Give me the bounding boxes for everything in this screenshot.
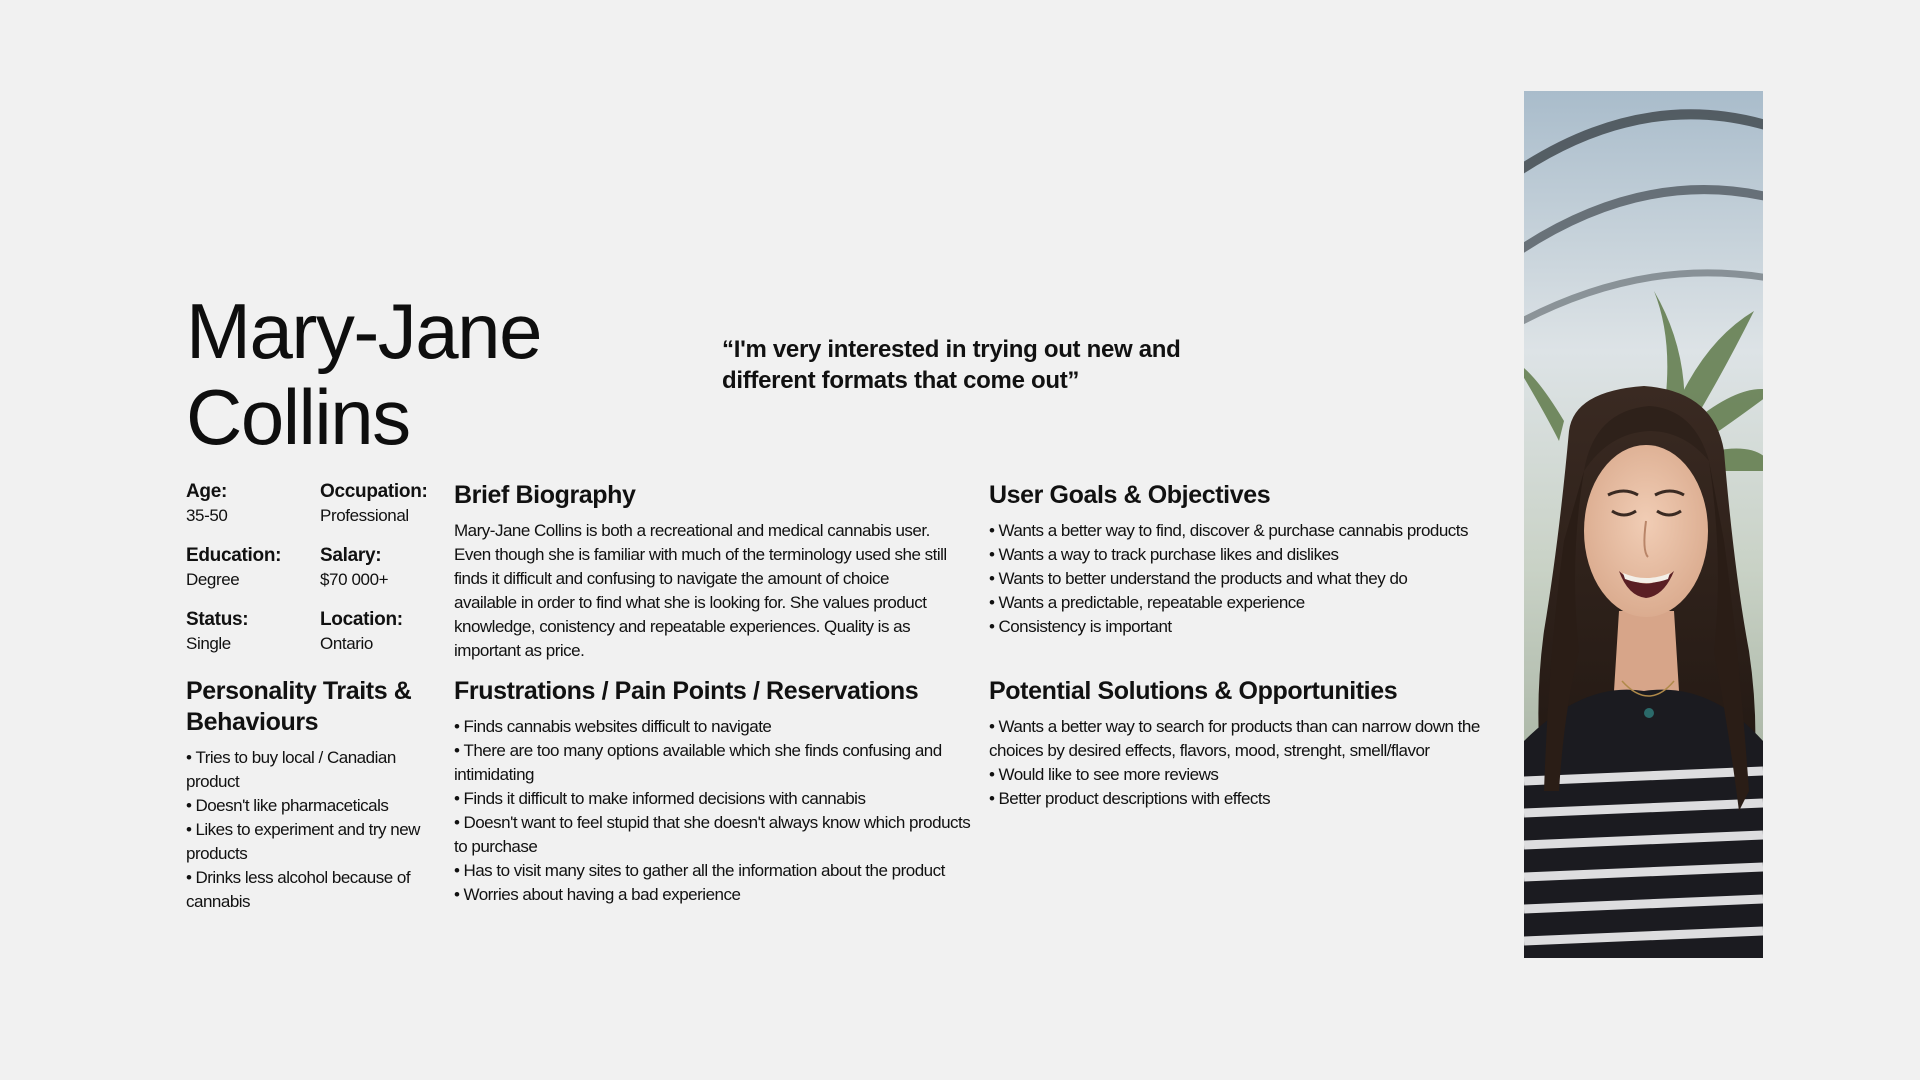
persona-photo-illustration [1524,91,1763,958]
fact-value: Single [186,634,231,653]
demographics-grid [186,480,446,656]
fact-location [320,608,446,656]
bullet-list [989,715,1509,811]
list-item: • Finds it difficult to make informed decisions with cannabis [454,789,866,808]
biography-section [454,480,954,663]
list-item: • Doesn't want to feel stupid that she doesn't always know which products to purchase [454,813,971,856]
list-item: • Would like to see more reviews [989,765,1219,784]
bullet-list [989,519,1509,639]
fact-education [186,544,320,592]
bullet-list [454,715,974,907]
list-item: • Wants a better way to search for products than can narrow down the choices by desired effects, flavors, mood, strenght, smell/flavor [989,717,1480,760]
personality-section [186,676,431,914]
list-item: • Consistency is important [989,617,1172,636]
bullet-list [186,746,431,914]
persona-photo [1524,91,1763,958]
fact-occupation [320,480,446,528]
fact-value: Ontario [320,634,373,653]
solutions-section [989,676,1509,811]
goals-section [989,480,1509,639]
list-item: • Tries to buy local / Canadian product [186,748,396,791]
list-item: • Finds cannabis websites difficult to navigate [454,717,772,736]
fact-label: Location: [320,609,403,630]
section-title: Personality Traits & Behaviours [186,677,412,736]
fact-value: $70 000+ [320,570,389,589]
list-item: • Doesn't like pharmaceticals [186,796,389,815]
fact-label: Status: [186,609,249,630]
fact-value: 35-50 [186,506,228,525]
list-item: • Likes to experiment and try new products [186,820,420,863]
list-item: • Wants a better way to find, discover & purchase cannabis products [989,521,1469,540]
persona-first-name: Mary-Jane [186,287,541,375]
list-item: • Drinks less alcohol because of cannabis [186,868,411,911]
list-item: • Better product descriptions with effects [989,789,1271,808]
fact-label: Age: [186,481,228,502]
list-item: • Wants a way to track purchase likes and dislikes [989,545,1339,564]
fact-label: Occupation: [320,481,428,502]
section-title: Potential Solutions & Opportunities [989,677,1398,705]
persona-last-name: Collins [186,373,410,461]
list-item: • Wants a predictable, repeatable experience [989,593,1305,612]
persona-quote: “I'm very interested in trying out new and different formats that come out” [722,336,1181,394]
section-title: User Goals & Objectives [989,481,1271,509]
fact-value: Professional [320,506,409,525]
list-item: • There are too many options available which she finds confusing and intimidating [454,741,942,784]
list-item: • Worries about having a bad experience [454,885,741,904]
fact-status [186,608,320,656]
fact-salary [320,544,446,592]
list-item: • Has to visit many sites to gather all the information about the product [454,861,945,880]
section-title: Brief Biography [454,481,636,509]
fact-age [186,480,320,528]
fact-label: Education: [186,545,282,566]
section-title: Frustrations / Pain Points / Reservations [454,677,919,705]
list-item: • Wants to better understand the products and what they do [989,569,1408,588]
persona-name [186,288,541,460]
fact-value: Degree [186,570,240,589]
fact-label: Salary: [320,545,382,566]
biography-text: Mary-Jane Collins is both a recreational and medical cannabis user. Even though she is familiar with much of the terminology used she still finds it difficult and confusing to navigate the amount of choice available in order to find what she is looking for. She values product knowledge, conistency and repeatable experiences. Quality is as important as price. [454,521,947,660]
frustrations-section [454,676,974,907]
